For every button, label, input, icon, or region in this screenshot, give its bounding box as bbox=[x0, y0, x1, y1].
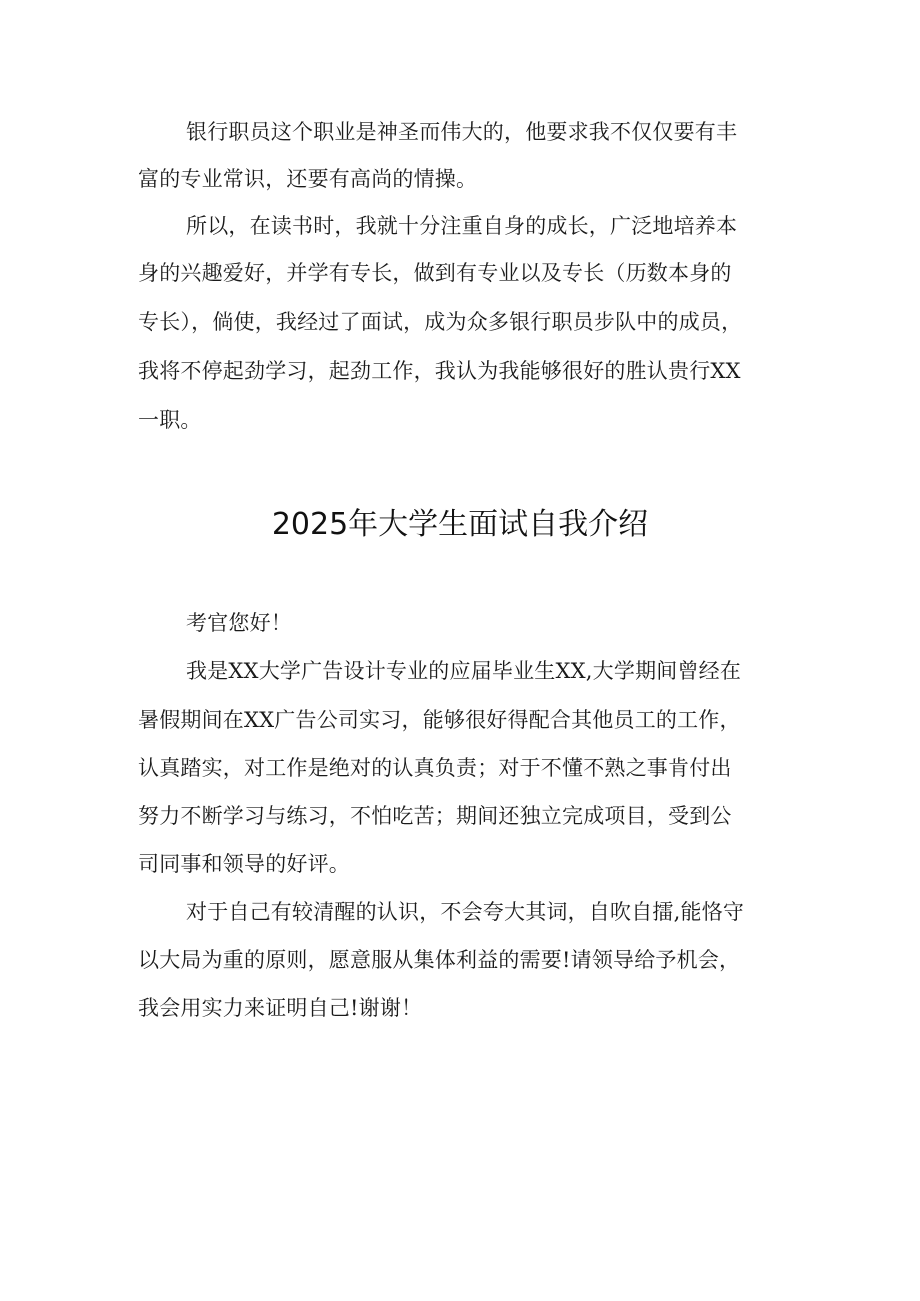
text-line: 专长），倘使，我经过了面试，成为众多银行职员步队中的成员， bbox=[138, 310, 743, 334]
text-line: 对于自己有较清醒的认识，不会夸大其词，自吹自擂,能恪守 bbox=[186, 900, 745, 924]
text-line: 我会用实力来证明自己!谢谢！ bbox=[138, 996, 423, 1020]
text-line: 所以，在读书时，我就十分注重自身的成长，广泛地培养本 bbox=[186, 214, 738, 238]
text-line: 司同事和领导的好评。 bbox=[138, 852, 350, 876]
text-line: 我是XX大学广告设计专业的应届毕业生XX,大学期间曾经在 bbox=[186, 659, 742, 683]
text-line: 身的兴趣爱好，并学有专长，做到有专业以及专长（历数本身的 bbox=[138, 261, 732, 285]
text-line: 努力不断学习与练习，不怕吃苦；期间还独立完成项目，受到公 bbox=[138, 804, 732, 828]
text-line: 以大局为重的原则，愿意服从集体利益的需要!请领导给予机会， bbox=[138, 948, 741, 972]
text-line: 我将不停起劲学习，起劲工作，我认为我能够很好的胜认贵行XX bbox=[138, 359, 741, 383]
text-line: 一职。 bbox=[138, 408, 202, 432]
text-line: 认真踏实，对工作是绝对的认真负责；对于不懂不熟之事肯付出 bbox=[138, 756, 732, 780]
text-line: 富的专业常识，还要有高尚的情操。 bbox=[138, 167, 478, 191]
greeting-line: 考官您好！ bbox=[186, 611, 292, 635]
section-heading: 2025年大学生面试自我介绍 bbox=[271, 507, 649, 542]
text-line: 暑假期间在XX广告公司实习，能够很好得配合其他员工的工作， bbox=[138, 708, 741, 732]
text-line: 银行职员这个职业是神圣而伟大的，他要求我不仅仅要有丰 bbox=[186, 120, 738, 144]
